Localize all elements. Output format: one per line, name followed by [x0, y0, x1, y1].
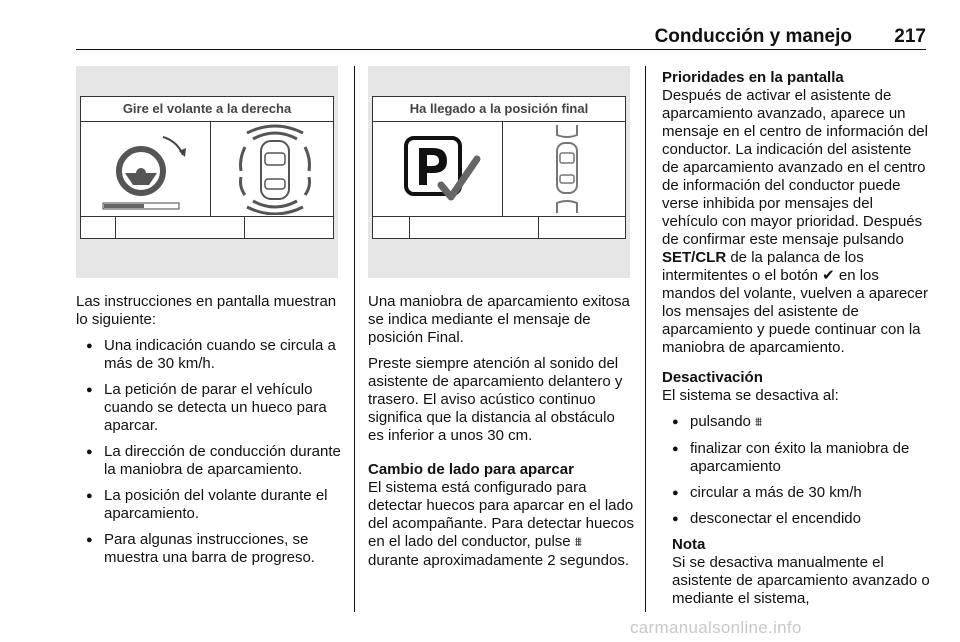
section-heading: Prioridades en la pantalla [662, 69, 844, 86]
checkmark-icon: ✔ [822, 267, 835, 284]
intro-paragraph: Las instrucciones en pantalla muestran lo siguiente: [76, 293, 337, 328]
column-2 [368, 293, 634, 578]
header-rule [76, 49, 926, 50]
page-number: 217 [894, 26, 926, 47]
list-item-text: pulsando [690, 413, 751, 430]
car-between-obstacles-icon [537, 121, 597, 215]
note-heading: Nota [672, 536, 706, 553]
paragraph [368, 479, 634, 570]
steering-wheel-icon [101, 127, 205, 213]
instructions-list [76, 337, 346, 567]
paragraph [662, 87, 930, 357]
list-item: ● circular a más de 30 km/h [662, 484, 930, 502]
list-item: ● finalizar con éxito la maniobra de aparcamiento [662, 440, 930, 476]
figure-final-position [368, 66, 630, 278]
list-item [662, 413, 930, 432]
column-3 [662, 69, 930, 608]
dic-screen [372, 96, 626, 239]
list-item: ● La posición del volante durante el aparcamiento. [76, 487, 346, 523]
paragraph: Preste siempre atención al sonido del asistente de aparcamiento delantero y trasero. El aviso acústico continuo significa que la distancia al obstáculo es inferior a unos 30 cm. [368, 355, 623, 444]
park-assist-icon: ⩩ [755, 415, 763, 430]
list-item: ● desconectar el encendido [662, 510, 930, 528]
note-text: Si se desactiva manualmente el asistente de aparcamiento avanzado o mediante el sistema, [672, 554, 930, 607]
page-header [76, 24, 926, 50]
paragraph-text: en los mandos del volante, vuelven a aparecer los mensajes del asistente de aparcamiento y puede continuar con la maniobra de aparcamiento. [662, 267, 929, 356]
screen-title: Ha llegado a la posición final [373, 97, 625, 122]
column-divider-1 [354, 66, 355, 612]
list-item: ● Una indicación cuando se circula a más de 30 km/h. [76, 337, 346, 373]
screen-bottom-rule [81, 216, 333, 217]
screen-bottom-rule [373, 216, 625, 217]
deactivation-list [662, 413, 930, 528]
column-1 [76, 293, 346, 575]
screen-tick [115, 217, 116, 238]
note-block [662, 536, 930, 608]
list-item: ● Para algunas instrucciones, se muestra una barra de progreso. [76, 531, 346, 567]
parking-check-icon [403, 135, 487, 207]
paragraph-text: de la palanca de los intermitentes o el botón [662, 249, 864, 284]
button-name: SET/CLR [662, 249, 727, 266]
section-heading: Desactivación [662, 369, 763, 386]
screen-divider [210, 121, 211, 216]
section-heading: Cambio de lado para aparcar [368, 461, 574, 478]
screen-tick [244, 217, 245, 238]
dic-screen [80, 96, 334, 239]
park-assist-icon: ⩩ [574, 535, 582, 550]
column-divider-2 [645, 66, 646, 612]
paragraph: El sistema se desactiva al: [662, 387, 839, 404]
paragraph-text: El sistema está configurado para detectar huecos para aparcar en el lado del acompañante. Para detectar huecos en el lado del conductor, pulse [368, 479, 635, 550]
watermark: carmanualsonline.info [630, 618, 802, 637]
paragraph-text: Después de activar el asistente de aparcamiento avanzado, aparece un mensaje en el centro de información del conductor. La indicación del asistente de aparcamiento avanzado en el centro de información del conductor puede verse inhibida por mensajes del vehículo con mayor prioridad. Después de confirmar este mensaje pulsando [662, 87, 928, 248]
figure-steering-instruction [76, 66, 338, 278]
list-item: ● La dirección de conducción durante la maniobra de aparcamiento. [76, 443, 346, 479]
screen-tick [538, 217, 539, 238]
screen-title: Gire el volante a la derecha [81, 97, 333, 122]
paragraph: Una maniobra de aparcamiento exitosa se indica mediante el mensaje de posición Final. [368, 293, 630, 346]
section-title: Conducción y manejo [654, 26, 852, 47]
screen-divider [502, 121, 503, 216]
paragraph-text: durante aproximadamente 2 segundos. [368, 552, 630, 569]
list-item: ● La petición de parar el vehículo cuando se detecta un hueco para aparcar. [76, 381, 346, 435]
car-sensor-icon [223, 123, 327, 215]
screen-tick [409, 217, 410, 238]
